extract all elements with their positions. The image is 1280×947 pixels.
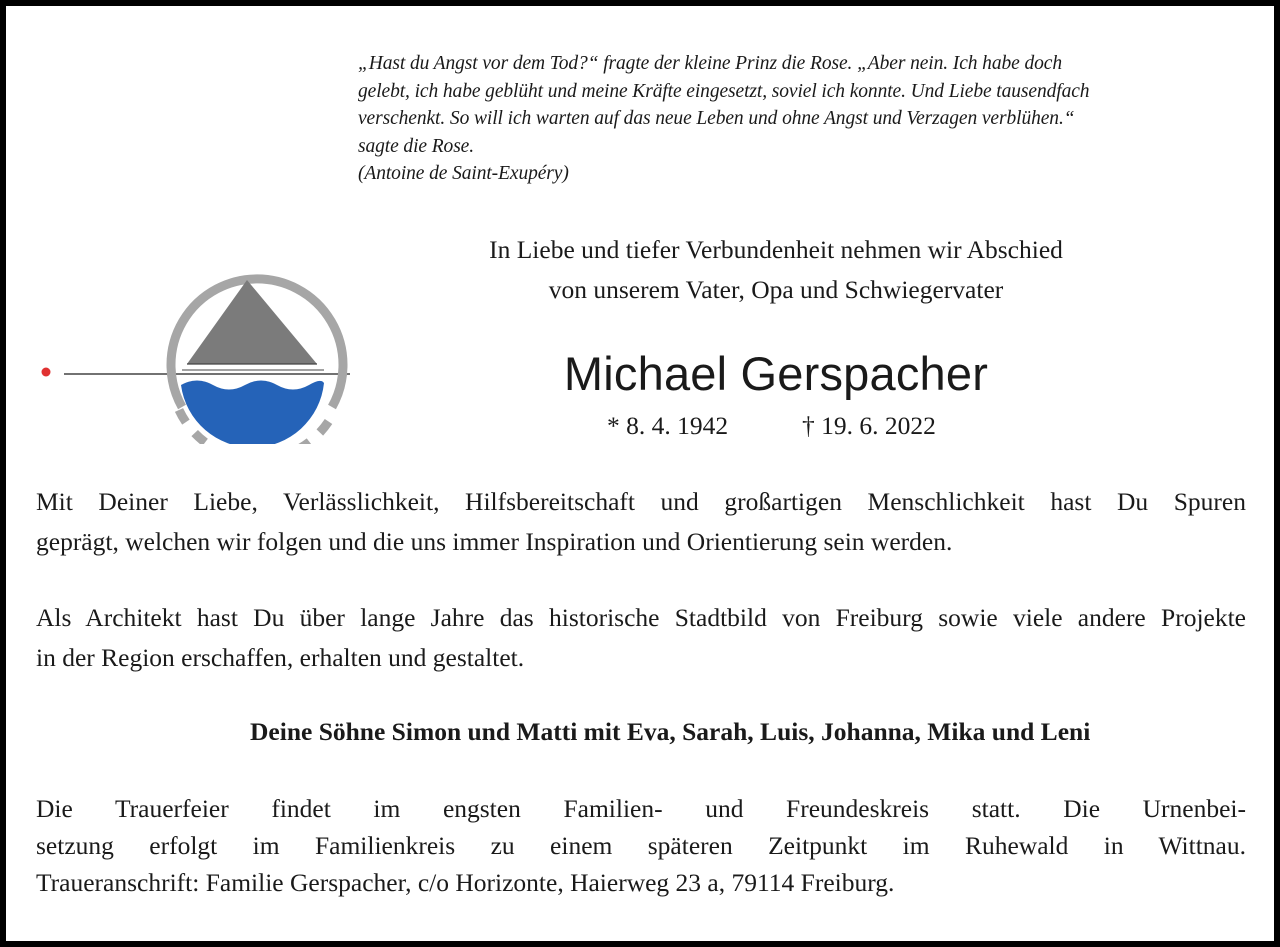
paragraph-architect (36, 598, 1246, 678)
paragraph-line: Traueranschrift: Familie Gerspacher, c/o Horizonte, Haierweg 23 a, 79114 Freiburg. (36, 868, 895, 897)
paragraph-line: in der Region erschaffen, erhalten und gestaltet. (36, 643, 525, 672)
obituary-notice (6, 6, 1274, 941)
triangle-in-circle-with-water-icon (36, 244, 356, 444)
quote-block (358, 50, 1258, 188)
deceased-name: Michael Gerspacher (563, 347, 989, 400)
intro-text (376, 230, 1176, 310)
birth-date: * 8. 4. 1942 (607, 411, 729, 440)
family-signature: Deine Söhne Simon und Matti mit Eva, Sarah, Luis, Johanna, Mika und Leni (250, 717, 1091, 746)
quote-line: sagte die Rose. (358, 135, 475, 157)
death-date: † 19. 6. 2022 (802, 411, 936, 440)
paragraph-line: Mit Deiner Liebe, Verlässlichkeit, Hilfsbereitschaft und großartigen Menschlichkeit hast Du Spuren (36, 487, 1246, 516)
paragraph-line: setzung erfolgt im Familienkreis zu einem späteren Zeitpunkt im Ruhewald in Wittnau. (36, 831, 1246, 860)
paragraph-line: Als Architekt hast Du über lange Jahre das historische Stadtbild von Freiburg sowie viele andere Projekte (36, 603, 1246, 632)
paragraph-tribute (36, 482, 1246, 562)
quote-author: (Antoine de Saint-Exupéry) (358, 163, 569, 184)
intro-line: In Liebe und tiefer Verbundenheit nehmen wir Abschied (489, 235, 1063, 264)
quote-line: gelebt, ich habe geblüht und meine Kräfte eingesetzt, soviel ich konnte. Und Liebe tausendfach (358, 80, 1090, 102)
paragraph-line: Die Trauerfeier findet im engsten Familien- und Freundeskreis statt. Die Urnenbei- (36, 794, 1246, 823)
quote-line: verschenkt. So will ich warten auf das neue Leben und ohne Angst und Verzagen verblühen.“ (358, 108, 1075, 129)
paragraph-line: geprägt, welchen wir folgen und die uns immer Inspiration und Orientierung sein werden. (36, 527, 953, 556)
quote-line: „Hast du Angst vor dem Tod?“ fragte der kleine Prinz die Rose. „Aber nein. Ich habe doch (358, 53, 1062, 74)
intro-line: von unserem Vater, Opa und Schwiegervater (548, 275, 1004, 304)
paragraph-funeral-info (36, 790, 1246, 901)
red-dot-icon (42, 368, 51, 377)
